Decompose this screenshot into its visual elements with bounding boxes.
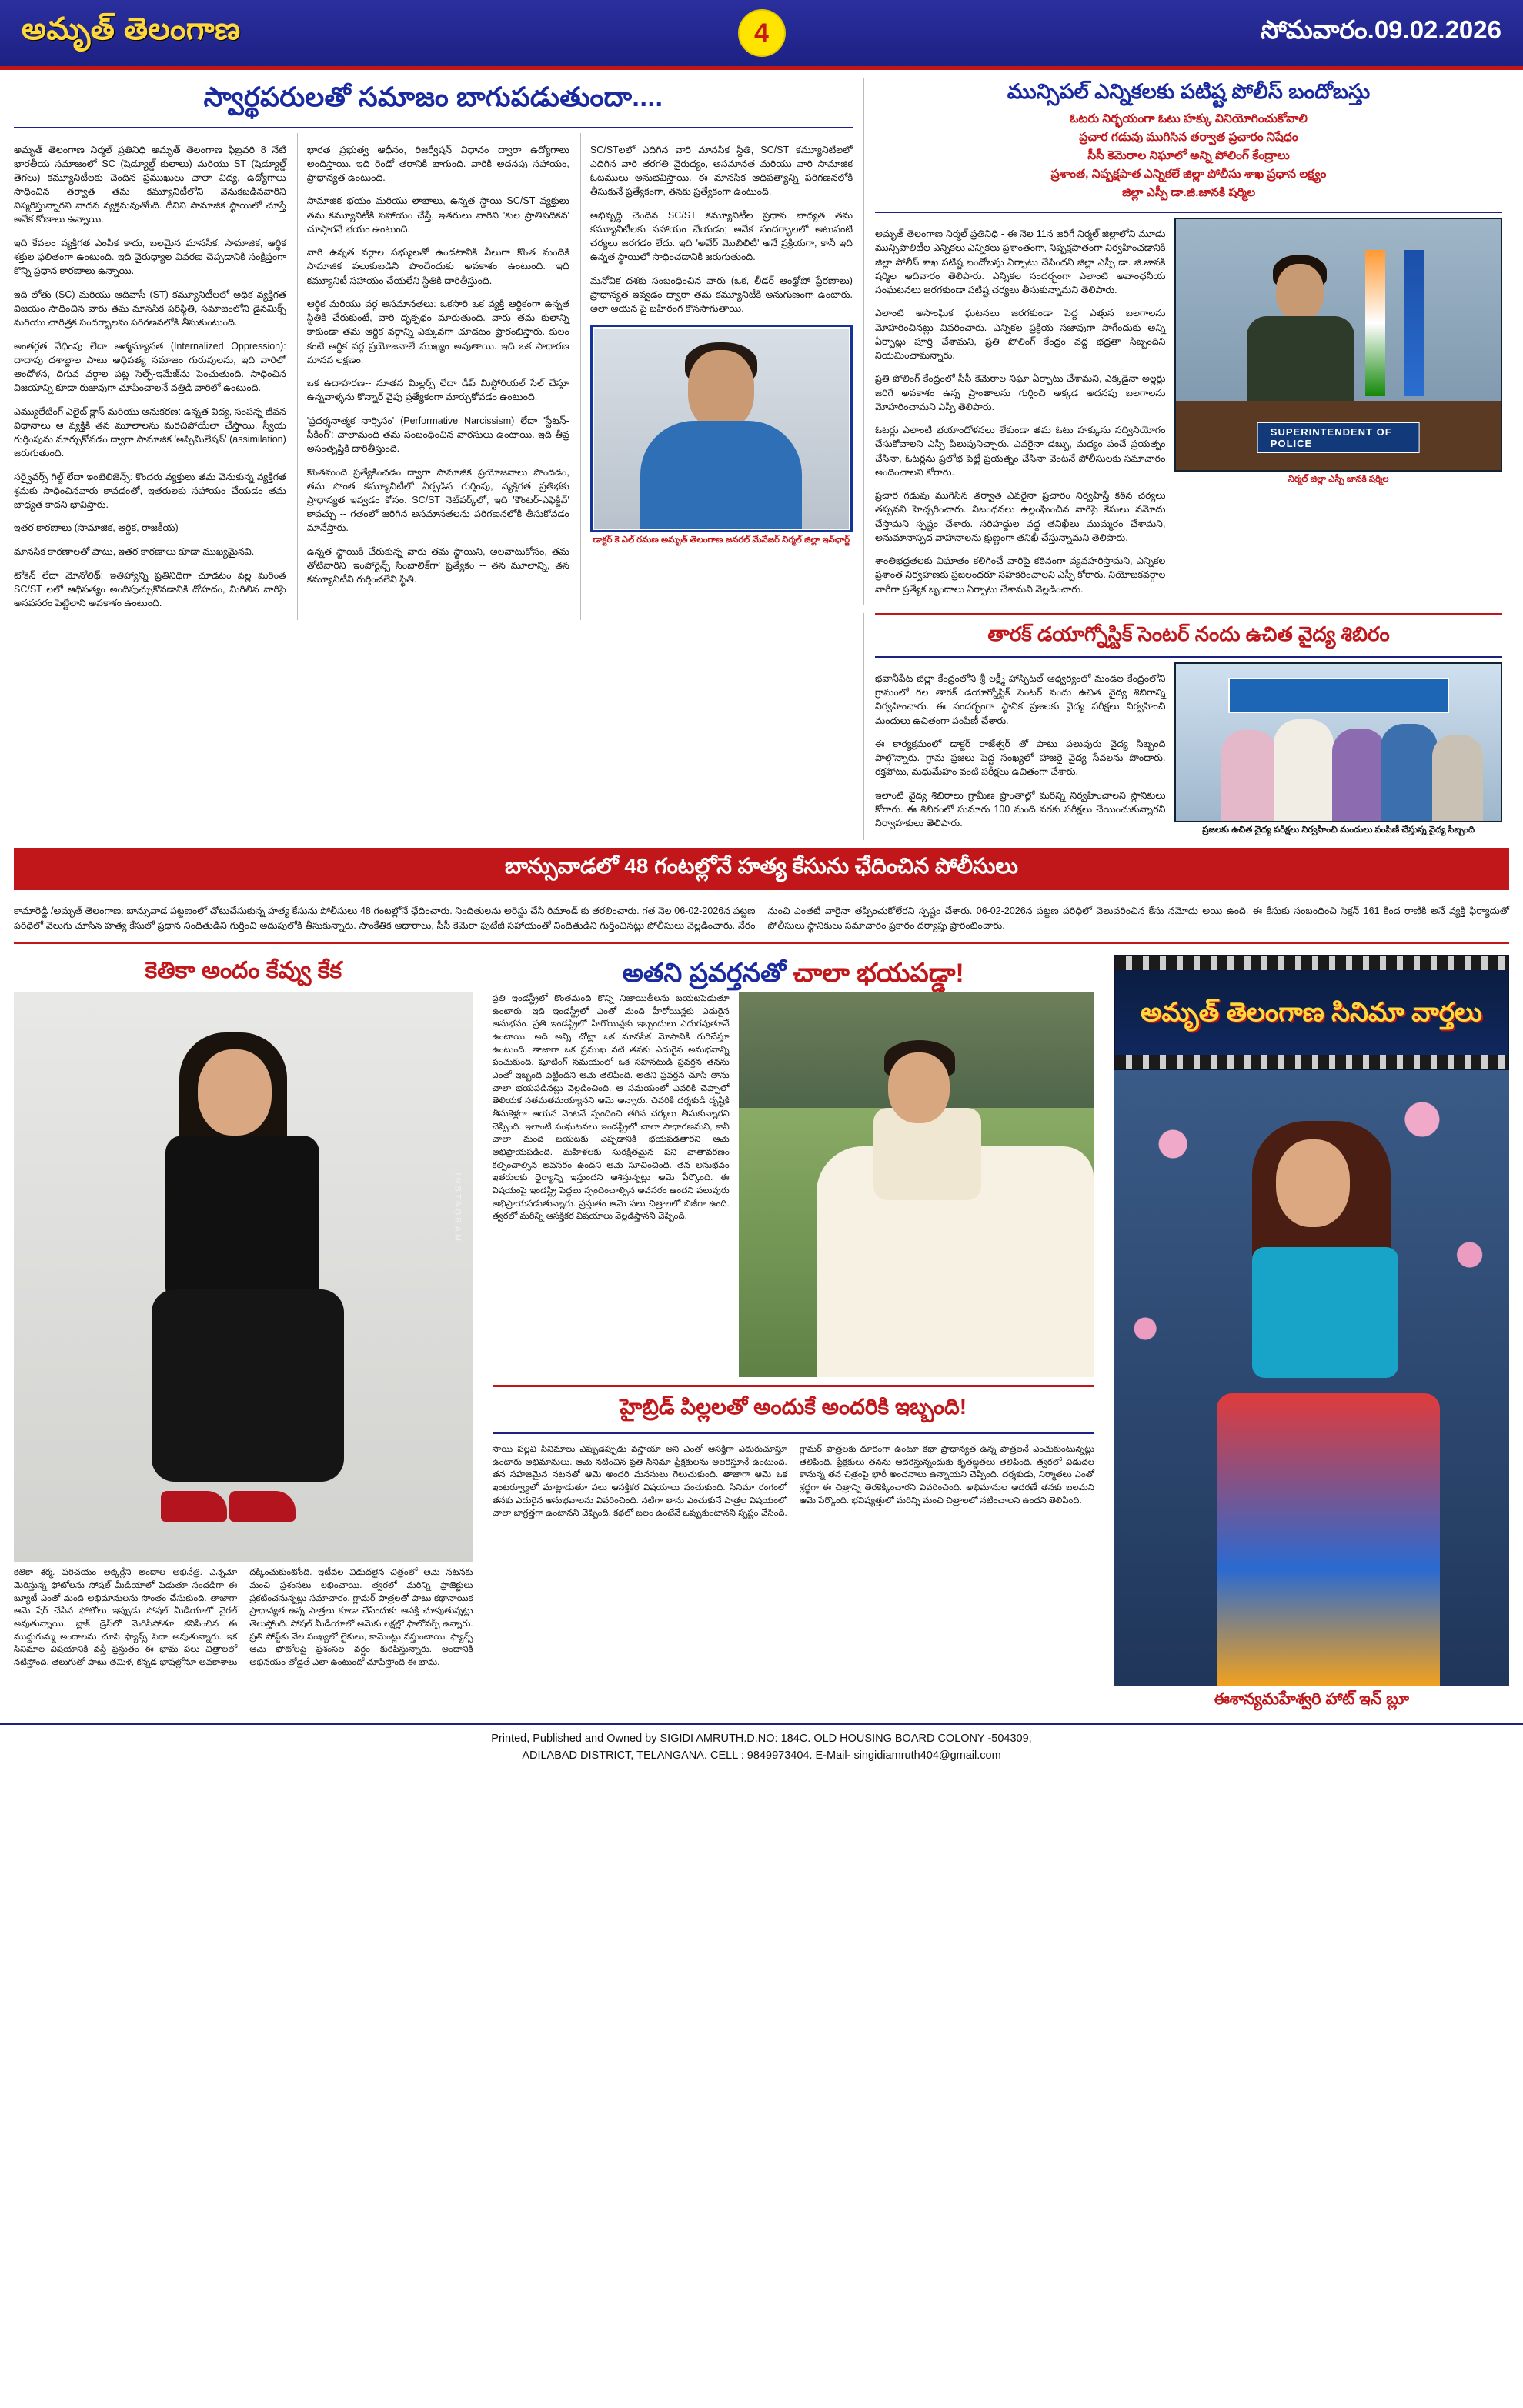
lead-para: 'ప్రదర్శనాత్మక నార్సిసం' (Performative Narcissism) లేదా 'స్టేటస్-సీకింగ్': చాలామంది తమ సంబంధించిన వారసులు ఉంటాయి. ఇది తీవ్ర అసంతృప్తికి దారితీస్తుంది. [306, 415, 569, 455]
lead-column-1 [14, 133, 286, 620]
sp-officer-photo [1174, 218, 1502, 472]
cinema3-text: సాయి పల్లవి సినిమాలు ఎప్పుడెప్పుడు వస్తాయా అని ఎంతో ఆసక్తిగా ఎదురుచూస్తూ ఉంటారు అభిమానులు. ఆమె నటించిన ప్రతి సినిమా ప్రేక్షకులను అలరిస్తూనే ఉంటుంది. తన సహజమైన నటనతో ఆమె అందరి మనసులు గెలుచుకుంది. తాజాగా ఆమె ఒక ఇంటర్వ్యూలో మాట్లాడుతూ పలు ఆసక్తికర విషయాలు పంచుకుంది. సినిమా రంగంలో తనకు ఎదురైన అనుభవాలను వివరించింది. నటిగా తాను ఎంచుకునే పాత్రల విషయంలో చాలా జాగ్రత్తగా ఉంటానని చెప్పింది. కథలో బలం ఉంటేనే ఒప్పుకుంటానని స్పష్టం చేసింది. గ్లామర్ పాత్రలకు దూరంగా ఉంటూ కథా ప్రాధాన్యత ఉన్న పాత్రలనే ఎంచుకుంటున్నట్లు తెలిపింది. ప్రేక్షకులు తనను ఆదరిస్తున్నందుకు కృతజ్ఞతలు తెలిపింది. త్వరలో విడుదల కానున్న తన చిత్రంపై భారీ అంచనాలు ఉన్నాయని చెప్పింది. దర్శకుడు, నిర్మాతలు ఎంతో శ్రద్ధగా ఈ చిత్రాన్ని తెరకెక్కించారని వివరించింది. అభిమానుల ఆదరణే తనకు బలమని ఆమె పేర్కొంది. భవిష్యత్తులో మరిన్ని మంచి చిత్రాలలో నటించాలని ఉందని తెలిపింది. [492, 1445, 1094, 1519]
police-bullet: ఓటరు నిర్భయంగా ఓటు హక్కు వినియోగించుకోవాలి [1070, 112, 1308, 125]
police-text [875, 218, 1165, 605]
diagnostic-para: భవానీపేట జిల్లా కేంద్రంలోని శ్రీ లక్ష్మీ హాస్పిటల్ ఆధ్వర్యంలో మండల కేంద్రంలోని గ్రామంలో గల తారక్ డయాగ్నోస్టిక్ సెంటర్ నందు ఉచిత వైద్య శిబిరాన్ని నిర్వహించారు. ఈ సందర్భంగా స్థానిక ప్రజలకు వైద్య పరీక్షలు నిర్వహించి మందులు ఉచితంగా పంపిణీ చేశారు. [875, 673, 1166, 726]
lead-para: కొంతమంది ప్రత్యేకించడం ద్వారా సామాజిక ప్రయోజనాలు పొందడం, తమ సొంత కమ్యూనిటీలో ఏర్పడిన గుర్తింపు, వ్యక్తిగత ప్రతిభకు ప్రాధాన్యత ఇవ్వడం కోసం. SC/ST నెట్‌వర్క్‌లో, ఇది 'కౌంటర్-ఎఫెక్టివ్‌' కావచ్చు -- గతంలో జరిగిన అసమానతలను పరిగణనలోకి తీసుకోవడం మానేస్తారు. [306, 466, 569, 534]
medical-camp-photo [1174, 662, 1502, 822]
police-headline: మున్సిపల్ ఎన్నికలకు పటిష్ట పోలీస్ బందోబస్తు [1007, 80, 1371, 103]
cinema-article-2 [483, 955, 1094, 1713]
diagnostic-text [875, 662, 1165, 840]
lead-para: సర్వైవర్స్ గిల్ట్ లేదా ఇంటెలిజెన్స్: కొందరు వ్యక్తులు తమ వెనుకున్న వ్యక్తిగత శ్రమకు సాధించినవారు కావడంతో, ఇతరులకు సహాయం చేయడం తమ బాధ్యత కాదని భావిస్తారు. [14, 471, 286, 510]
diagnostic-para: ఇలాంటి వైద్య శిబిరాలు గ్రామీణ ప్రాంతాల్లో మరిన్ని నిర్వహించాలని స్థానికులు కోరారు. ఈ శిబిరంలో సుమారు 100 మంది వరకు పరీక్షలు చేయించుకున్నారని నిర్వాహకులు తెలిపారు. [875, 790, 1166, 829]
footer-line-1: Printed, Published and Owned by SIGIDI AMRUTH.D.NO: 184C. OLD HOUSING BOARD COLONY -504309, [491, 1733, 1032, 1746]
lead-para: ఇది లోతు (SC) మరియు ఆదివాసీ (ST) కమ్యూనిటీలలో అధిక వ్యక్తిగత విజయం సాధించిన వారు తమ మానసిక పరిస్థితి, సమాజంలోని డైనమిక్స్ మరియు చారిత్రక సందర్భాలను పరిగణనలోకి తీసుకుంటుంది. [14, 288, 286, 328]
police-bullets [875, 110, 1502, 207]
cinema2-headline-part1: అతని ప్రవర్తనతో [622, 959, 793, 989]
footer-imprint [0, 1723, 1523, 1774]
figure-blue-top [1252, 1247, 1398, 1378]
author-portrait [594, 329, 849, 529]
person-figure [1221, 730, 1277, 821]
indian-flag-icon [1365, 250, 1385, 396]
figure-top [165, 1136, 319, 1305]
figure-shoe [229, 1491, 296, 1522]
figure-skirt [1217, 1393, 1440, 1686]
cinema-article-3 [1104, 955, 1509, 1713]
author-photo-frame [590, 325, 853, 532]
cinema-article-1 [14, 955, 473, 1713]
crime-article-text: కామారెడ్డి /అమృత్ తెలంగాణ: బాన్సువాడ పట్టణంలో చోటుచేసుకున్న హత్య కేసును పోలీసులు 48 గంటల్లోనే ఛేదించారు. నిందితులను అరెస్టు చేసి రిమాండ్ కు తరలించారు. గత నెల 06-02-2026న పట్టణ పరిధిలో వెలుగు చూసిన హత్య కేసులో ప్రధాన నిందితుడిని గుర్తించి అదుపులోకి తీసుకున్నారు. సాంకేతిక ఆధారాలు, సీసీ కెమెరా ఫుటేజీ సహాయంతో నిందితుడిని గుర్తించినట్లు పోలీసులు వెల్లడించారు. నేరం నుంచి ఎంతటి వారైనా తప్పించుకోలేరని స్పష్టం చేశారు. 06-02-2026న పట్టణ పరిధిలో వెలువరించిన కేసు నమోదు అయి ఉంది. ఈ కేసుకు సంబంధించి సెక్షన్ 161 కింద రాణికి అనే వ్యక్తి ఫిర్యాదుతో పోలీసులు స్థానికులు సమాచారం ప్రకారం దర్యాప్తు ప్రారంభించారు. [14, 906, 1509, 931]
cinema2-headline-part2: చాలా భయపడ్డా! [793, 959, 964, 989]
photo-watermark: INSTAGRAM [453, 1172, 463, 1243]
lead-para: ఆర్థిక మరియు వర్గ అసమానతలు: ఒకసారి ఒక వ్యక్తి ఆర్థికంగా ఉన్నత స్థితికి చేరుకుంటే, వారి దృక్పథం మారుతుంది. వారు తమ కులాన్ని కాకుండా తమ ఆర్థిక వర్గాన్ని ఎక్కువగా చూడటం ప్రారంభిస్తారు. కులం కంటే ఆర్థిక వర్గ ప్రయోజనాలే ముఖ్యం అవుతాయి. ఇది ఒక సాధారణ మానవ లక్షణం. [306, 298, 569, 365]
portrait-head [688, 350, 754, 430]
film-strip-bottom-icon [1115, 1055, 1508, 1069]
top-section [0, 70, 1523, 840]
diagnostic-photo-block [1174, 662, 1502, 840]
figure-head [198, 1049, 272, 1136]
cinema3-headline: హైబ్రిడ్ పిల్లలతో అందుకే అందరికి ఇబ్బంది! [620, 1395, 967, 1419]
cinema2-headline [493, 955, 1094, 992]
portrait-torso [640, 421, 802, 529]
diagnostic-para: ఈ కార్యక్రమంలో డాక్టర్ రాజేశ్వర్ తో పాటు పలువురు వైద్య సిబ్బంది పాల్గొన్నారు. గ్రామ ప్రజలు పెద్ద సంఖ్యలో హాజరై వైద్య సేవలను పొందారు. రక్తపోటు, మధుమేహం వంటి పరీక్షలు ఉచితంగా చేశారు. [875, 739, 1166, 778]
author-photo-caption: డాక్టర్ కె ఎల్ రమణ అమృత్ తెలంగాణ జనరల్ మేనేజర్ నిర్మల్ జిల్లా ఇన్‌ఛార్జ్ [593, 535, 850, 545]
desk-nameplate: SUPERINTENDENT OF POLICE [1257, 422, 1420, 453]
camp-banner [1228, 678, 1449, 713]
lead-para: ఇది కేవలం వ్యక్తిగత ఎంపిక కాదు, బలమైన మానసిక, సామాజిక, ఆర్థిక శక్తుల ఫలితంగా ఉంటుంది. ఇది వైరుధ్యాల వివరణ చెప్పడానికి సంక్షిప్తంగా కొన్ని ప్రధాన కారణాలు ఉన్నాయి. [14, 237, 286, 276]
police-bullet: జిల్లా ఎస్పీ డా.జి.జానకి షర్మిల [1121, 185, 1256, 199]
police-para: ఓటర్లు ఎలాంటి భయాందోళనలు లేకుండా తమ ఓటు హక్కును సద్వినియోగం చేసుకోవాలని ఎస్పీ పిలుపునిచ్చారు. ఎవరైనా డబ్బు, మద్యం పంచే ప్రయత్నం చేసినా, ఓటర్లను ప్రలోభ పెట్టే ప్రయత్నం చేసినా వెంటనే పోలీసులకు సమాచారం అందించాలని కోరారు. [875, 425, 1166, 478]
person-figure [1274, 719, 1334, 821]
police-flag-icon [1404, 250, 1424, 396]
police-para: ఎలాంటి అసాంఘిక ఘటనలు జరగకుండా పెద్ద ఎత్తున బలగాలను మోహరించినట్లు వివరించారు. ఎన్నికల ప్రక్రియ సజావుగా సాగేందుకు అన్ని ఏర్పాట్లు పూర్తి చేశామని, ప్రతి పోలింగ్ కేంద్రం వద్ద భద్రతా సిబ్బందిని నియమించామన్నారు. [875, 308, 1166, 361]
lead-para: మనోవిక దశకు సంబంధించిన వారు (ఒక, లీడర్ ఆంథ్రోపో ప్రేరణాలు) ప్రాధాన్యత ఇవ్వడం ద్వారా తమ కమ్యూనిటీకి అనుగుణంగా ఉంటారు. అలా ఆయన పై బహిరంగ కొనసాగుతాయి. [589, 275, 853, 314]
lead-para: అమృత్ తెలంగాణ నిర్మల్ ప్రతినిధి అమృత్ తెలంగాణ ఫిబ్రవరి 8 నేటి భారతీయ సమాజంలో SC (షెడ్యూల్డ్ కులాలు) మరియు ST (షెడ్యూల్డ్ తెగలు) కమ్యూనిటీలకు చెందిన ప్రముఖులు చాలా విద్య, ఉద్యోగాలు సాధించిన తర్వాత తమ కమ్యూనిటీలోని వెనుకబడినవారిని విస్మరిస్తున్నారని వాదన వ్యక్తమవుతోంది. దీనిని సామాజిక స్థాయిలో చూస్తే అనేక కోణాలు ఉన్నాయి. [14, 144, 286, 225]
lead-column-3 [580, 133, 853, 620]
lead-para: వారి ఉన్నత వర్గాల సభ్యులతో ఉండటానికి వీలుగా కొంత మందికి సామాజిక పలుకుబడిని పొందేందుకు అవకాశం ఉంటుంది. ఇది కమ్యూనిటీ సహాయం చేయలేని స్థితికి దారితీస్తుంది. [306, 247, 569, 286]
lead-para: ఒక ఉదాహరణ-- నూతన మిల్లర్స్ లేదా డీప్ మిస్టోరియల్ సేల్ చేస్తూ ఉన్నవాళ్ళను కొన్నార్ వైపు ప్రత్యేకంగా మార్చుకోవడం ఉంటుంది. [306, 378, 569, 403]
police-bullet: ప్రశాంత, నిష్పక్షపాత ఎన్నికలే జిల్లా పోలీసు శాఖ ప్రధాన లక్ష్యం [1050, 167, 1327, 181]
lead-para: భారత ప్రభుత్వ ఆధీనం, రిజర్వేషన్ విధానం ద్వారా ఉద్యోగాలు అందిస్తాయి. ఇది రెండో తరానికి బాగుంది. వారికి అదనపు సహాయం, ప్రాధాన్యత ఉంటుంది. [306, 144, 569, 183]
masthead [0, 0, 1523, 66]
actress3-caption: ఈశాన్యమహేశ్వరి హాట్ ఇన్ బ్లూ [1213, 1690, 1410, 1709]
officer-head [1276, 264, 1324, 321]
person-figure [1432, 735, 1483, 821]
lead-article [14, 78, 853, 840]
lead-column-2 [297, 133, 569, 620]
lead-subhead: ఇతర కారణాలు (సామాజిక, ఆర్థిక, రాజకీయ) [14, 522, 179, 534]
police-bullet: ప్రచార గడువు ముగిసిన తర్వాత ప్రచారం నిషేధం [1079, 130, 1298, 144]
lead-para: ఎమ్యులేటింగ్ ఎలైట్ క్లాస్ మరియు అనుకరణ: ఉన్నత విద్య, సంపన్న జీవన విధానాలు ఆ వ్యక్తికి తన మూలాలను మరచిపోయేలా చేస్తాయి. స్వీయ గుర్తింపును మార్చుకోవడం ద్వారా సామాజిక 'అస్సిమిలేషన్‌' (assimilation) జరుగుతుంది. [14, 405, 286, 459]
figure-head [888, 1052, 950, 1123]
cinema1-headline: కెతికా అందం కేవ్వు కేక [145, 958, 342, 984]
film-strip-top-icon [1115, 956, 1508, 970]
police-bullet: సీసీ కెమెరాల నిఘాలో అన్ని పోలింగ్ కేంద్రాలు [1087, 148, 1290, 162]
figure-pants [152, 1289, 344, 1482]
crime-headline-banner: బాన్సువాడలో 48 గంటల్లోనే హత్య కేసును ఛేదించిన పోలీసులు [14, 848, 1509, 890]
publication-date: సోమవారం.09.02.2026 [1261, 15, 1501, 44]
figure-head [1276, 1139, 1350, 1227]
police-para: ప్రతి పోలింగ్ కేంద్రంలో సీసీ కెమెరాల నిఘా ఏర్పాటు చేశామని, ఎక్కడైనా అల్లర్లు జరిగే అవకాశం ఉన్న ప్రాంతాలను గుర్తించి అక్కడ అదనపు బలగాలను మోహరించామని ఎస్పీ తెలిపారు. [875, 373, 1166, 412]
actress-photo-kethika [14, 992, 473, 1562]
actress-photo-saree [739, 992, 1094, 1377]
diagnostic-photo-caption: ప్రజలకు ఉచిత వైద్య పరీక్షలు నిర్వహించి మందులు పంపిణీ చేస్తున్న వైద్య సిబ్బంది [1202, 825, 1475, 835]
figure-shoe [161, 1491, 227, 1522]
person-figure [1381, 724, 1438, 821]
lead-para: సామాజిక భయం మరియు లాభాలు, ఉన్నత స్థాయి SC/ST వ్యక్తులు తమ కమ్యూనిటీకి సహాయం చేస్తే, ఇతరులు వారిని 'కుల ప్రాతిపదికన' చూస్తారనే భయం ఉంటుంది. [306, 195, 569, 235]
lead-headline: స్వార్థపరులతో సమాజం బాగుపడుతుందా.... [203, 82, 663, 112]
lead-para: అంతర్గత వేధింపు లేదా ఆత్మన్యూనత (Internalized Oppression): దాదాపు దశాబ్దాల పాటు ఆధిపత్య సమాజం గురువులను, ఇది వారిలో ఆందోళన, దిగువ వర్గాల పట్ల సెల్ఫ్-ఇమేజ్‌ను పెంచుతుంది. సాధించిన విజయాన్ని కూడా రుజువుగా చూపించాలనే వత్తిడి వారిలో ఉంటుంది. [14, 340, 286, 393]
cinema1-text: కెతికా శర్మ. పరిచయం అక్కర్లేని అందాల అభినేత్రి. ఎన్నెమో మెరిస్తున్న ఫోటోలను సోషల్ మీడియాలో పెడుతూ సందడిగా ఈ బ్యూటీ ఎంతో మంది అభిమానులను సొంతం చేసుకుంది. తాజాగా ఆమె షేర్ చేసిన ఫోటోలు ఇప్పుడు సోషల్ మీడియాలో వైరల్ అవుతున్నాయి. బ్లాక్ డ్రెస్‌లో మెరిసిపోతూ కనిపించిన ఈ ముద్దుగుమ్మ అందాలను చూసి ఫ్యాన్స్ ఫిదా అవుతున్నారు. ఇక సినిమాల విషయానికి వస్తే ప్రస్తుతం ఈ భామ పలు చిత్రాలలో నటిస్తోంది. తెలుగుతో పాటు తమిళ, కన్నడ భాషల్లోనూ అవకాశాలు దక్కించుకుంటోంది. ఇటీవల విడుదలైన చిత్రంలో ఆమె నటనకు మంచి ప్రశంసలు లభించాయి. త్వరలో మరిన్ని ప్రాజెక్టులు ప్రకటించనున్నట్లు సమాచారం. గ్లామర్ పాత్రలతో పాటు కథానాయిక ప్రాధాన్యత ఉన్న పాత్రలు కూడా చేసేందుకు ఆసక్తి చూపుతున్నట్లు తెలుస్తోంది. సోషల్ మీడియాలో ఆమెకు లక్షల్లో ఫాలోవర్స్ ఉన్నారు. ప్రతి పోస్ట్‌కు వేల సంఖ్యలో లైకులు, కామెంట్లు వస్తుంటాయి. ఫ్యాన్స్ ఆమె ఫోటోలపై ప్రశంసల వర్షం కురిపిస్తున్నారు. అందానికి అభినయం తోడైతే ఎలా ఉంటుందో చూపిస్తోంది ఈ భామ. [14, 1568, 473, 1667]
police-para: శాంతిభద్రతలకు విఘాతం కలిగించే వారిపై కఠినంగా వ్యవహరిస్తామని, ఎన్నికల ప్రశాంత నిర్వహణకు ప్రజలందరూ సహకరించాలని ఎస్పీ కోరారు. నియోజకవర్గాల వారీగా ప్రత్యేక బృందాలు ఏర్పాటు చేశామని వెల్లడించారు. [875, 555, 1166, 595]
right-column [863, 78, 1502, 840]
police-photo-block [1174, 218, 1502, 605]
lead-para: ఉన్నత స్థాయికి చేరుకున్న వారు తమ స్థాయిని, అలవాటుకోసం, తమ తోటివారిని 'ఇంపోర్టెన్స్ సింబాలిక్‌గా' ప్రత్యేకం -- తన మూలాన్ని, తన కమ్యూనిటీని గుర్తించలేని స్థితి. [306, 546, 569, 585]
lead-para: టోకెన్ లేదా మోనోలిథ్: ఇతిహ్యాన్ని ప్రతినిధిగా చూడటం వల్ల మరింత SC/ST లలో ఆధిపత్యం అందిపుచ్చుకొనడానికి దోహదం, మిగిలిన వారిపై అనవసరం పెట్టేలాని అవకాశం ఉంటుంది. [14, 569, 286, 609]
diagnostic-headline: తారక్ డయాగ్నోస్టిక్ సెంటర్ నందు ఉచిత వైద్య శిబిరం [987, 622, 1390, 646]
person-figure [1332, 729, 1386, 821]
police-para: అమృత్ తెలంగాణ నిర్మల్ ప్రతినిధి - ఈ నెల 11న జరిగే నిర్మల్ జిల్లాలోని మూడు మున్సిపాలిటీల ఎన్నికలు ఎన్నికలు ప్రశాంతంగా, నిష్పక్షపాతంగా నిర్వహించడానికి జిల్లా పోలీస్ శాఖ పటిష్ట బందోబస్తు ఏర్పాటు చేసిందని జిల్లా ఎస్పీ డా. జి.జానకి షర్మిల ఆదివారం తెలిపారు. ఎన్నికల సందర్భంగా ఎలాంటి అవాంఛనీయ సంఘటనలు జరగకుండా పటిష్ట చర్యలు తీసుకున్నామని తెలిపారు. [875, 228, 1166, 295]
cinema2-text: ప్రతి ఇండస్ట్రీలో కొంతమంది కొన్ని నిజాయితీలను బయటపెడుతూ ఉంటారు. ఇది ఇండస్ట్రీలో ఎంతో మంది హీరోయిన్లకు ఎదురైన అనుభవం. ప్రతి ఇండస్ట్రీలో హీరోయిన్లకు ఇబ్బందులు ఎదురవుతూనే ఉంటాయి. అది అన్ని చోట్లా ఒక మానసిక మోసానికి గురిచేస్తూ ఉంటుంది. తాజాగా ఒక ప్రముఖ నటి తనకు ఎదురైన అనుభవాన్ని పంచుకుంది. షూటింగ్ సమయంలో ఒక సహనటుడి ప్రవర్తన తనను ఎంతో ఇబ్బంది పెట్టిందని ఆమె తెలిపింది. అతని ప్రవర్తన చూసి తాను చాలా భయపడినట్లు వెల్లడించింది. ఆ సమయంలో ఎవరికి చెప్పాలో తెలియక సతమతమయ్యానని ఆమె అన్నారు. చివరికి దర్శకుడి దృష్టికి తీసుకెళ్లగా ఆయన వెంటనే స్పందించి తగిన చర్యలు తీసుకున్నారని చెప్పింది. ఇలాంటి సంఘటనలు ఇండస్ట్రీలో చాలా సాధారణమని, కానీ చాలా మంది బయటకు చెప్పడానికి భయపడతారని ఆమె అభిప్రాయపడింది. మహిళలకు సురక్షితమైన పని వాతావరణం కల్పించాల్సిన అవసరం ఉందని ఆమె సూచించింది. తన అనుభవం ఇతరులకు ధైర్యాన్ని ఇస్తుందని ఆశిస్తున్నట్లు ఆమె పేర్కొంది. ఈ విషయంపై ఇండస్ట్రీ పెద్దలు స్పందించాల్సిన అవసరం ఉందని పలువురు అభిప్రాయపడుతున్నారు. ప్రస్తుతం ఆమె పలు చిత్రాలలో బిజీగా ఉంది. త్వరలో మరిన్ని ఆసక్తికర విషయాలు వెల్లడిస్తానని చెప్పింది. [492, 994, 730, 1222]
page-number-badge: 4 [738, 9, 786, 57]
lead-para: మానసిక కారణాలతో పాటు, ఇతర కారణాలు కూడా ముఖ్యమైనవి. [14, 546, 255, 557]
cinema-section [0, 949, 1523, 1713]
police-para: ప్రచార గడువు ముగిసిన తర్వాత ఎవరైనా ప్రచారం నిర్వహిస్తే కఠిన చర్యలు తప్పవని హెచ్చరించారు. నిబంధనలు ఉల్లంఘించిన వారిపై కేసులు నమోదు చేస్తామని స్పష్టం చేశారు. సరిహద్దుల వద్ద తనిఖీలు ముమ్మరం చేశామని, అనుమానాస్పద వాహనాలను క్షుణ్ణంగా తనిఖీ చేస్తున్నామని తెలిపారు. [875, 490, 1166, 543]
footer-line-2: ADILABAD DISTRICT, TELANGANA. CELL : 9849973404. E-Mail- singidiamruth404@gmail.com [522, 1749, 1001, 1762]
publication-title: అమృత్ తెలంగాణ [22, 12, 241, 46]
lead-para: SC/STలలో ఎదిగిన వారి మానసిక స్థితి, SC/ST కమ్యూనిటీలలో ఎదిగిన వారి తరగతి వైరుధ్యం, అసమానత మరియు వారి సామాజిక ఓటములు అనుభవిస్తాయి. ఈ మానసిక ఆధిపత్యాన్ని పరిగణనలోకి తీసుకునే ప్రత్యేకంగా, తనకు ప్రత్యేకంగా ఉంటుంది. [589, 144, 853, 197]
cinema-banner-text: అమృత్ తెలంగాణ సినిమా వార్తలు [1141, 997, 1482, 1027]
police-photo-caption: నిర్మల్ జిల్లా ఎస్పీ జానకి షర్మిల [1288, 474, 1389, 484]
lead-para: అభివృద్ధి చెందిన SC/ST కమ్యూనిటీల ప్రధాన బాధ్యత తమ కమ్యూనిటీలకు సహాయం చేయడం; అనేక సందర్భాలలో అటువంటి చర్యలు జరగడం లేదు. ఇది 'అవేర్ మొబిలిటీ' అనే ప్రక్రియగా, కానీ ఇది ఉన్నత స్థాయిలో సాధించడానికి జరుగుతుంది. [589, 209, 853, 262]
cinema-news-banner [1114, 955, 1509, 1070]
actress-photo-blue [1114, 1070, 1509, 1686]
